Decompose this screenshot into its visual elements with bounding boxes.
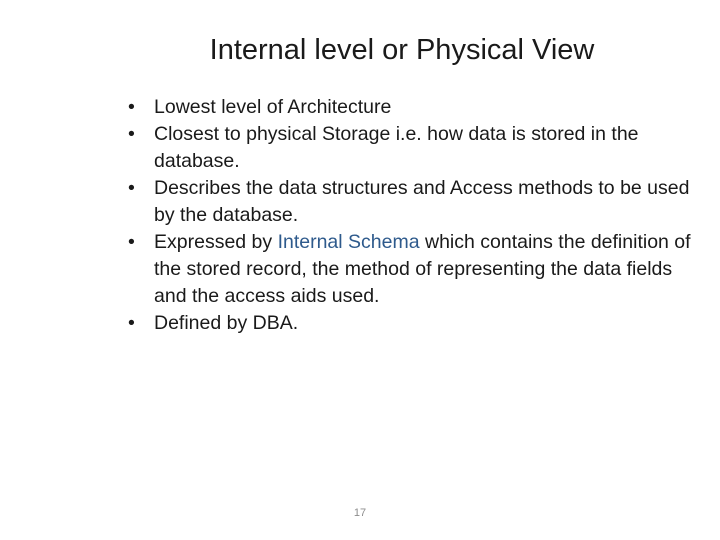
bullet-item — [128, 310, 708, 337]
bullet-item — [128, 175, 708, 229]
bullet-dot-icon: • — [128, 231, 135, 253]
bullet-item — [128, 229, 708, 310]
bullet-text-before: Expressed by — [154, 231, 278, 253]
internal-schema-highlight: Internal Schema — [277, 231, 420, 253]
bullet-text: Lowest level of Architecture — [154, 96, 392, 118]
slide-title: Internal level or Physical View — [209, 34, 595, 66]
page-number: 17 — [353, 507, 367, 519]
bullet-item — [128, 121, 708, 175]
bullet-dot-icon: • — [128, 177, 135, 199]
bullet-text-after: which contains the definition of the stored record, the method of representing the data fields and the access aids used. — [154, 231, 691, 307]
bullet-list — [128, 94, 708, 337]
bullet-text: Closest to physical Storage i.e. how data is stored in the database. — [154, 123, 639, 172]
bullet-dot-icon: • — [128, 123, 135, 145]
bullet-dot-icon: • — [128, 312, 135, 334]
bullet-item — [128, 94, 708, 121]
bullet-dot-icon: • — [128, 96, 135, 118]
bullet-text: Defined by DBA. — [154, 312, 299, 334]
bullet-text: Describes the data structures and Access methods to be used by the database. — [154, 177, 690, 226]
